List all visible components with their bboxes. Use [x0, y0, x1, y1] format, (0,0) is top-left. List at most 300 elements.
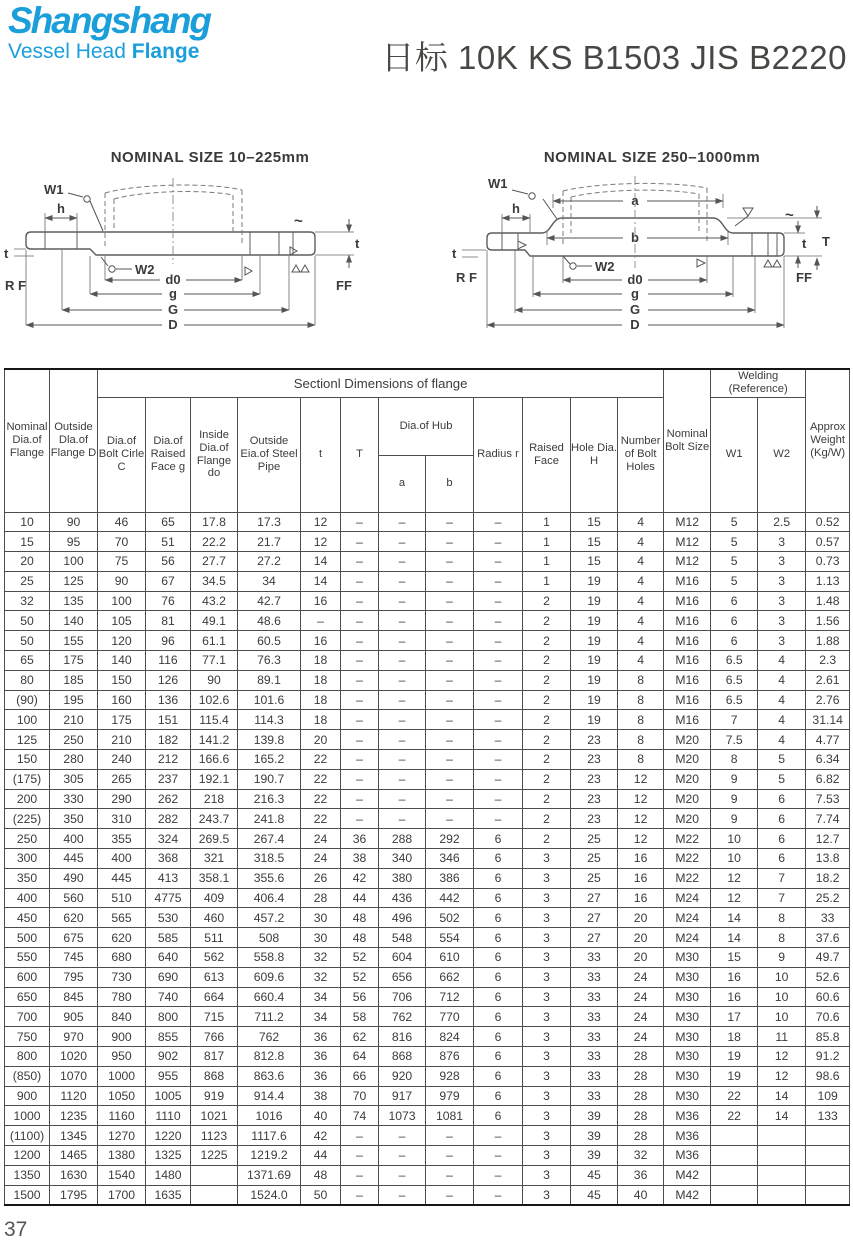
table-row — [5, 1106, 850, 1126]
cell: 650 — [5, 987, 50, 1007]
cell: 3 — [523, 1106, 571, 1126]
cell: 4 — [618, 611, 664, 631]
cell — [711, 1126, 758, 1146]
cell: 4 — [618, 651, 664, 671]
cell: 13.8 — [806, 849, 850, 869]
cell: 3 — [758, 611, 806, 631]
cell: 116 — [146, 651, 191, 671]
cell: 6 — [758, 829, 806, 849]
cell — [806, 1126, 850, 1146]
cell: 1117.6 — [238, 1126, 301, 1146]
cell: 12 — [618, 829, 664, 849]
cell: – — [474, 1146, 523, 1166]
cell: – — [379, 750, 426, 770]
cell: 1200 — [5, 1146, 50, 1166]
table-row — [5, 651, 850, 671]
cell: 36 — [618, 1165, 664, 1185]
cell: 33 — [571, 967, 618, 987]
cell — [758, 1126, 806, 1146]
cell: 900 — [5, 1086, 50, 1106]
cell: – — [474, 670, 523, 690]
cell: 8 — [758, 928, 806, 948]
cell: – — [426, 1126, 474, 1146]
cell: 33 — [571, 1047, 618, 1067]
cell: 48.6 — [238, 611, 301, 631]
cell: 21.7 — [238, 532, 301, 552]
cell: 33 — [571, 1086, 618, 1106]
cell: 4 — [758, 670, 806, 690]
cell: 1073 — [379, 1106, 426, 1126]
col-header-w2: W2 — [758, 397, 806, 512]
cell: 16 — [618, 888, 664, 908]
cell: 6 — [758, 809, 806, 829]
cell: 10 — [711, 849, 758, 869]
logo-tagline-bold: Flange — [131, 40, 200, 63]
cell: 23 — [571, 769, 618, 789]
cell: 5 — [758, 769, 806, 789]
cell: 560 — [50, 888, 98, 908]
cell: 10 — [5, 512, 50, 532]
cell: 4 — [618, 631, 664, 651]
cell: 3 — [523, 1047, 571, 1067]
cell: 18.2 — [806, 868, 850, 888]
cell: 33 — [571, 987, 618, 1007]
cell: 762 — [238, 1027, 301, 1047]
cell: 7 — [758, 888, 806, 908]
group-header-welding: Welding (Reference) — [711, 369, 806, 397]
cell: 1005 — [146, 1086, 191, 1106]
cell: 955 — [146, 1066, 191, 1086]
label-d0: d0 — [627, 272, 643, 287]
cell: 675 — [50, 928, 98, 948]
cell: – — [341, 591, 379, 611]
cell: 4 — [758, 730, 806, 750]
cell: 970 — [50, 1027, 98, 1047]
cell: 15 — [571, 512, 618, 532]
cell: 4 — [758, 651, 806, 671]
cell: – — [341, 1165, 379, 1185]
cell: 16 — [618, 849, 664, 869]
cell: 19 — [571, 591, 618, 611]
cell: 7.74 — [806, 809, 850, 829]
cell: 305 — [50, 769, 98, 789]
cell: 70 — [98, 532, 146, 552]
cell: M16 — [664, 710, 711, 730]
table-row — [5, 591, 850, 611]
cell: 65 — [5, 651, 50, 671]
cell: – — [341, 670, 379, 690]
cell: 38 — [341, 849, 379, 869]
cell: 5 — [711, 552, 758, 572]
cell: 7 — [758, 868, 806, 888]
cell: 48 — [341, 928, 379, 948]
cell: 65 — [146, 512, 191, 532]
cell: 6 — [474, 948, 523, 968]
cell: – — [426, 591, 474, 611]
cell: – — [341, 1126, 379, 1146]
cell: 36 — [301, 1027, 341, 1047]
cell: 604 — [379, 948, 426, 968]
cell — [711, 1165, 758, 1185]
col-header-bolt-holes: Number of Bolt Holes — [618, 397, 664, 512]
cell: 33 — [806, 908, 850, 928]
cell: 1081 — [426, 1106, 474, 1126]
cell: – — [341, 512, 379, 532]
cell: 33 — [571, 1066, 618, 1086]
cell: 32 — [301, 948, 341, 968]
cell: 25 — [5, 571, 50, 591]
cell: 740 — [146, 987, 191, 1007]
cell: 151 — [146, 710, 191, 730]
cell: – — [426, 1165, 474, 1185]
cell: 1540 — [98, 1165, 146, 1185]
cell: 436 — [379, 888, 426, 908]
cell: 61.1 — [191, 631, 238, 651]
cell: 10 — [758, 987, 806, 1007]
cell: 102.6 — [191, 690, 238, 710]
cell: 6 — [474, 1047, 523, 1067]
cell: 409 — [191, 888, 238, 908]
cell: 2 — [523, 829, 571, 849]
cell — [806, 1146, 850, 1166]
cell: 863.6 — [238, 1066, 301, 1086]
cell: – — [426, 611, 474, 631]
cell: 50 — [5, 631, 50, 651]
cell: 77.1 — [191, 651, 238, 671]
cell: – — [426, 769, 474, 789]
cell: 868 — [191, 1066, 238, 1086]
cell: 34 — [301, 1007, 341, 1027]
cell: – — [474, 809, 523, 829]
cell: 81 — [146, 611, 191, 631]
cell: 89.1 — [238, 670, 301, 690]
cell: 905 — [50, 1007, 98, 1027]
cell: 6.5 — [711, 651, 758, 671]
table-row — [5, 512, 850, 532]
cell: 14 — [711, 928, 758, 948]
cell: 32 — [5, 591, 50, 611]
cell: 12 — [758, 1066, 806, 1086]
cell: 40 — [301, 1106, 341, 1126]
cell: 715 — [191, 1007, 238, 1027]
cell: 70.6 — [806, 1007, 850, 1027]
cell: 656 — [379, 967, 426, 987]
cell: 6 — [711, 611, 758, 631]
table-row — [5, 868, 850, 888]
table-row — [5, 710, 850, 730]
col-header-raised-face: Raised Face — [523, 397, 571, 512]
cell: 496 — [379, 908, 426, 928]
cell: 50 — [5, 611, 50, 631]
cell: (225) — [5, 809, 50, 829]
cell: 1325 — [146, 1146, 191, 1166]
cell: 67 — [146, 571, 191, 591]
cell: 27.2 — [238, 552, 301, 572]
table-row — [5, 1086, 850, 1106]
cell: 3 — [523, 1066, 571, 1086]
cell: 16 — [711, 987, 758, 1007]
cell: 3 — [523, 1185, 571, 1205]
col-header-radius: Radius r — [474, 397, 523, 512]
cell: – — [341, 750, 379, 770]
cell: 400 — [98, 849, 146, 869]
cell: 1465 — [50, 1146, 98, 1166]
cell — [758, 1165, 806, 1185]
cell: 15 — [711, 948, 758, 968]
table-row — [5, 750, 850, 770]
cell: 212 — [146, 750, 191, 770]
cell: 52 — [341, 967, 379, 987]
cell: 730 — [98, 967, 146, 987]
table-header — [5, 369, 850, 512]
cell: 133 — [806, 1106, 850, 1126]
cell: – — [341, 809, 379, 829]
cell: 750 — [5, 1027, 50, 1047]
cell: 4 — [618, 552, 664, 572]
cell: 711.2 — [238, 1007, 301, 1027]
cell: 240 — [98, 750, 146, 770]
cell: – — [474, 769, 523, 789]
cell: 1371.69 — [238, 1165, 301, 1185]
table-row — [5, 948, 850, 968]
cell: 22.2 — [191, 532, 238, 552]
cell: 350 — [50, 809, 98, 829]
table-row — [5, 1165, 850, 1185]
cell: 664 — [191, 987, 238, 1007]
cell: 175 — [50, 651, 98, 671]
cell: 56 — [341, 987, 379, 1007]
cell: 7.5 — [711, 730, 758, 750]
cell: 340 — [379, 849, 426, 869]
label-t-rim: t — [452, 246, 457, 261]
cell: M16 — [664, 651, 711, 671]
cell: 24 — [301, 829, 341, 849]
table-row — [5, 789, 850, 809]
cell: M12 — [664, 512, 711, 532]
cell: 6 — [474, 829, 523, 849]
cell: 22 — [301, 750, 341, 770]
cell: – — [341, 789, 379, 809]
cell: 1110 — [146, 1106, 191, 1126]
cell: 1700 — [98, 1185, 146, 1205]
cell: – — [474, 750, 523, 770]
cell: 558.8 — [238, 948, 301, 968]
logo-tagline-light: Vessel Head — [8, 40, 126, 63]
cell: 90 — [191, 670, 238, 690]
cell: 1000 — [5, 1106, 50, 1126]
label-ff: FF — [796, 270, 812, 285]
cell: 155 — [50, 631, 98, 651]
cell: 680 — [98, 948, 146, 968]
cell: 3 — [523, 908, 571, 928]
cell: 6.34 — [806, 750, 850, 770]
col-header-t: t — [301, 397, 341, 512]
cell: 795 — [50, 967, 98, 987]
cell: 66 — [341, 1066, 379, 1086]
cell: M24 — [664, 888, 711, 908]
cell: 1380 — [98, 1146, 146, 1166]
cell: 355.6 — [238, 868, 301, 888]
cell: – — [301, 611, 341, 631]
cell: 2 — [523, 631, 571, 651]
cell: 15 — [571, 532, 618, 552]
cell: 16 — [301, 631, 341, 651]
cell: – — [474, 1185, 523, 1205]
cell — [806, 1165, 850, 1185]
logo — [8, 2, 210, 62]
cell: 1 — [523, 552, 571, 572]
cell: 39 — [571, 1126, 618, 1146]
cell: 1524.0 — [238, 1185, 301, 1205]
cell: 28 — [301, 888, 341, 908]
cell: – — [426, 789, 474, 809]
cell: 101.6 — [238, 690, 301, 710]
cell: 27 — [571, 928, 618, 948]
cell: 4 — [618, 571, 664, 591]
cell: 28 — [618, 1066, 664, 1086]
cell: M16 — [664, 690, 711, 710]
cell: 52.6 — [806, 967, 850, 987]
cell: 126 — [146, 670, 191, 690]
table-row — [5, 1066, 850, 1086]
cell: 3 — [523, 1165, 571, 1185]
cell: – — [474, 789, 523, 809]
cell: (175) — [5, 769, 50, 789]
cell: 3 — [523, 1126, 571, 1146]
cell: 6 — [474, 928, 523, 948]
cell: 1050 — [98, 1086, 146, 1106]
cell: 9 — [711, 789, 758, 809]
cell: 324 — [146, 829, 191, 849]
cell: 4 — [618, 512, 664, 532]
cell: 550 — [5, 948, 50, 968]
cell: – — [474, 631, 523, 651]
table-row — [5, 1007, 850, 1027]
cell: 19 — [571, 651, 618, 671]
cell: 165.2 — [238, 750, 301, 770]
cell: 6 — [474, 1106, 523, 1126]
cell: 100 — [5, 710, 50, 730]
cell: M30 — [664, 1047, 711, 1067]
cell: – — [426, 690, 474, 710]
cell: 1070 — [50, 1066, 98, 1086]
cell: 12 — [618, 809, 664, 829]
cell: 4 — [618, 591, 664, 611]
cell: 22 — [301, 769, 341, 789]
table-row — [5, 1126, 850, 1146]
flange-section-diagram-small — [2, 168, 430, 348]
table-row — [5, 730, 850, 750]
cell: 38 — [301, 1086, 341, 1106]
cell: 265 — [98, 769, 146, 789]
cell: 4 — [758, 710, 806, 730]
cell: 15 — [571, 552, 618, 572]
cell: 780 — [98, 987, 146, 1007]
table-row — [5, 670, 850, 690]
cell: 8 — [618, 710, 664, 730]
cell: 62 — [341, 1027, 379, 1047]
label-w2: W2 — [135, 262, 155, 277]
cell: – — [426, 512, 474, 532]
cell: 175 — [98, 710, 146, 730]
cell: 1270 — [98, 1126, 146, 1146]
cell: 42 — [341, 868, 379, 888]
cell: 3 — [523, 987, 571, 1007]
label-a: a — [631, 193, 639, 208]
label-t-rim: t — [4, 246, 9, 261]
cell: 6.5 — [711, 690, 758, 710]
diagram-right-title: NOMINAL SIZE 250–1000mm — [543, 149, 761, 166]
cell: – — [341, 611, 379, 631]
cell: 43.2 — [191, 591, 238, 611]
cell: 17 — [711, 1007, 758, 1027]
cell: 51 — [146, 532, 191, 552]
cell: 243.7 — [191, 809, 238, 829]
cell: 19 — [571, 611, 618, 631]
cell: 100 — [50, 552, 98, 572]
cell: 16 — [711, 967, 758, 987]
cell: 3 — [758, 552, 806, 572]
page-title: 日标 10K KS B1503 JIS B2220 — [381, 39, 847, 76]
cell: 10 — [758, 1007, 806, 1027]
cell: 3 — [758, 532, 806, 552]
cell: 19 — [711, 1047, 758, 1067]
cell: 6 — [474, 1086, 523, 1106]
cell: 817 — [191, 1047, 238, 1067]
cell: 876 — [426, 1047, 474, 1067]
cell: 1.56 — [806, 611, 850, 631]
cell: 3 — [523, 1007, 571, 1027]
cell: 500 — [5, 928, 50, 948]
cell: 3 — [523, 948, 571, 968]
label-h: h — [512, 201, 520, 216]
cell: – — [379, 631, 426, 651]
cell: 712 — [426, 987, 474, 1007]
cell: 511 — [191, 928, 238, 948]
cell: 3 — [758, 631, 806, 651]
col-header-bolt-size: Nominal Bolt Size — [664, 369, 711, 512]
table-row — [5, 849, 850, 869]
cell: 37.6 — [806, 928, 850, 948]
table-row — [5, 769, 850, 789]
cell: 445 — [98, 868, 146, 888]
cell: 14 — [301, 552, 341, 572]
cell: – — [426, 631, 474, 651]
cell: 20 — [618, 948, 664, 968]
cell: 1120 — [50, 1086, 98, 1106]
cell: – — [379, 591, 426, 611]
cell: 610 — [426, 948, 474, 968]
cell: M42 — [664, 1185, 711, 1205]
cell: 2 — [523, 611, 571, 631]
cell: – — [474, 651, 523, 671]
cell: 2 — [523, 789, 571, 809]
cell: 2 — [523, 750, 571, 770]
cell: 457.2 — [238, 908, 301, 928]
cell: 6.82 — [806, 769, 850, 789]
cell: 166.6 — [191, 750, 238, 770]
cell: 1016 — [238, 1106, 301, 1126]
cell: – — [341, 690, 379, 710]
cell: 2 — [523, 809, 571, 829]
cell: 34.5 — [191, 571, 238, 591]
cell: – — [474, 1165, 523, 1185]
col-header-w1: W1 — [711, 397, 758, 512]
cell: – — [426, 809, 474, 829]
table-row — [5, 1047, 850, 1067]
cell: 919 — [191, 1086, 238, 1106]
cell: 282 — [146, 809, 191, 829]
